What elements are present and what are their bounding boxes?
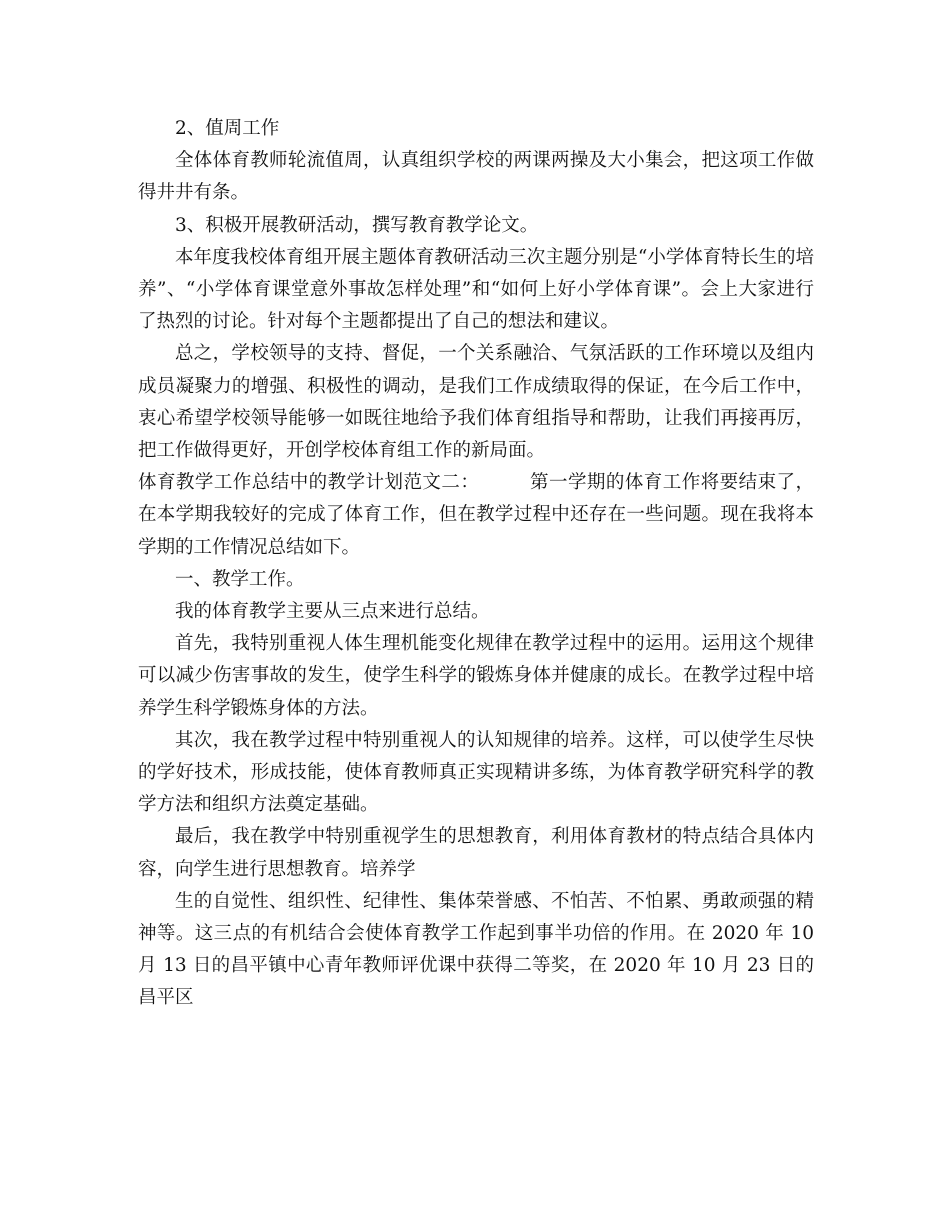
paragraph-three-points: 我的体育教学主要从三点来进行总结。	[175, 601, 490, 623]
paragraph-teaching-heading: 一、教学工作。	[175, 568, 305, 590]
paragraph-research-body: 本年度我校体育组开展主题体育教研活动三次主题分别是“小学体育特长生的培养”、“小学体育课堂意外事故怎样处理”和“如何上好小学体育课”。会上大家进行了热烈的讨论。针对每个主题都提出了自己的想法和建议。	[138, 246, 814, 333]
document-body	[138, 113, 814, 1015]
paragraph-last-point: 最后，我在教学中特别重视学生的思想教育，利用体育教材的特点结合具体内容，向学生进行思想教育。培养学	[138, 826, 814, 880]
paragraph-sample-two-intro: 体育教学工作总结中的教学计划范文二： 第一学期的体育工作将要结束了，在本学期我较好的完成了体育工作，但在教学过程中还存在一些问题。现在我将本学期的工作情况总结如下。	[138, 472, 814, 558]
paragraph-first-point: 首先，我特别重视人体生理机能变化规律在教学过程中的运用。运用这个规律可以减少伤害事故的发生，使学生科学的锻炼身体并健康的成长。在教学过程中培养学生科学锻炼身体的方法。	[138, 633, 814, 719]
paragraph-second-point: 其次，我在教学过程中特别重视人的认知规律的培养。这样，可以使学生尽快的学好技术，形成技能，使体育教师真正实现精讲多练，为体育教学研究科学的教学方法和组织方法奠定基础。	[138, 729, 814, 816]
paragraph-continuation: 生的自觉性、组织性、纪律性、集体荣誉感、不怕苦、不怕累、勇敢顽强的精神等。这三点的有机结合会使体育教学工作起到事半功倍的作用。在 2020 年 10 月 13 日的昌平镇中心青年教师评优课中获得二等奖，在 2020 年 10 月 23 日的昌平区	[138, 890, 814, 1009]
paragraph-summary: 总之，学校领导的支持、督促，一个关系融洽、气氛活跃的工作环境以及组内成员凝聚力的增强、积极性的调动，是我们工作成绩取得的保证，在今后工作中，衷心希望学校领导能够一如既往地给予我们体育组指导和帮助，让我们再接再厉，把工作做得更好，开创学校体育组工作的新局面。	[138, 343, 814, 462]
paragraph-research-heading: 3、积极开展教研活动，撰写教育教学论文。	[175, 214, 539, 236]
paragraph-duty-week-heading: 2、值周工作	[175, 118, 280, 139]
paragraph-duty-week-body: 全体体育教师轮流值周，认真组织学校的两课两操及大小集会，把这项工作做得井井有条。	[138, 150, 814, 204]
